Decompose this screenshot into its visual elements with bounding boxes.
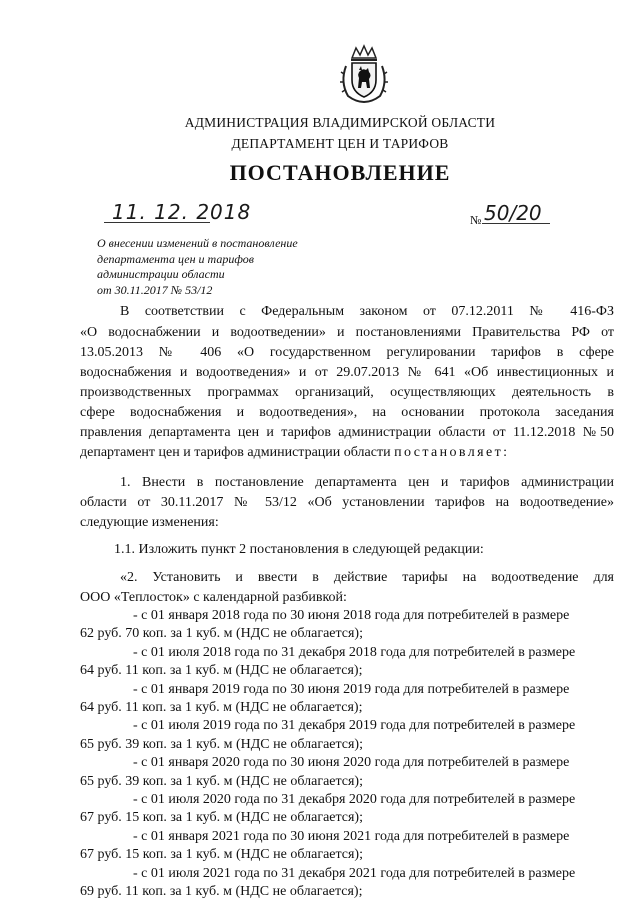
item-1-line: следующие изменения: [80, 515, 219, 530]
tariff-price: 62 руб. 70 коп. за 1 куб. м (НДС не облагается); [80, 626, 363, 642]
preamble-line: правления департамента цен и тарифов администрации области от 11.12.2018 №50 [80, 425, 614, 440]
tariff-period: - с 01 июля 2021 года по 31 декабря 2021 года для потребителей в размере [133, 865, 576, 881]
preamble-last: департамент цен и тарифов администрации области [80, 445, 391, 460]
preamble-line [80, 445, 509, 461]
date-underline [104, 222, 210, 223]
subject-line: администрации области [97, 267, 225, 281]
subject-line: департамента цен и тарифов [97, 251, 254, 266]
preamble-line: В соответствии с Федеральным законом от 07.12.2011 № 416-ФЗ [120, 304, 614, 319]
coat-of-arms-icon [338, 44, 390, 104]
item-1-line: 1. Внести в постановление департамента цен и тарифов администрации [120, 475, 614, 490]
item-1-line: области от 30.11.2017 № 53/12 «Об установлении тарифов на водоотведение» [80, 495, 614, 510]
quote-line: ООО «Теплосток» с календарной разбивкой: [80, 590, 347, 605]
organization-name: АДМИНИСТРАЦИЯ ВЛАДИМИРСКОЙ ОБЛАСТИ [184, 115, 496, 130]
tariff-period: - с 01 июля 2018 года по 31 декабря 2018 года для потребителей в размере [133, 644, 576, 660]
item-1-1: 1.1. Изложить пункт 2 постановления в следующей редакции: [114, 542, 484, 557]
document-title: ПОСТАНОВЛЕНИЕ [229, 160, 451, 185]
number-underline [482, 223, 550, 224]
tariff-price: 67 руб. 15 коп. за 1 куб. м (НДС не облагается); [80, 847, 363, 863]
preamble-line: водоснабжения и водоотведения» и от 29.07.2013 № 641 «Об инвестиционных и [80, 365, 614, 380]
number-label: № [470, 213, 482, 227]
preamble-line: производственных программах организаций, осуществляющих деятельность в [80, 385, 614, 400]
tariff-period: - с 01 июля 2019 года по 31 декабря 2019 года для потребителей в размере [133, 718, 576, 734]
tariff-price: 69 руб. 11 коп. за 1 куб. м (НДС не облагается); [80, 884, 363, 899]
subject-line: О внесении изменений в постановление [97, 236, 298, 250]
department-name: ДЕПАРТАМЕНТ ЦЕН И ТАРИФОВ [231, 136, 449, 151]
quote-line: «2. Установить и ввести в действие тарифы на водоотведение для [120, 570, 614, 585]
tariff-period: - с 01 июля 2020 года по 31 декабря 2020 года для потребителей в размере [133, 792, 576, 807]
preamble-line: сфере водоснабжения и водоотведения», на основании протокола заседания [80, 405, 614, 420]
document-date: 11. 12. 2018 [112, 200, 252, 224]
tariff-price: 64 руб. 11 коп. за 1 куб. м (НДС не облагается); [80, 663, 363, 679]
subject-line: от 30.11.2017 № 53/12 [97, 282, 213, 297]
document-subject [97, 236, 298, 298]
preamble-line: «О водоснабжении и водоотведении» и постановлениями Правительства РФ от [80, 325, 614, 340]
tariff-price: 67 руб. 15 коп. за 1 куб. м (НДС не облагается); [80, 810, 363, 826]
tariff-period: - с 01 января 2020 года по 30 июня 2020 года для потребителей в размере [133, 755, 570, 771]
preamble-verb: постановляет: [394, 445, 510, 460]
tariff-price: 64 руб. 11 коп. за 1 куб. м (НДС не облагается); [80, 700, 363, 715]
tariff-price: 65 руб. 39 коп. за 1 куб. м (НДС не облагается); [80, 736, 363, 752]
tariff-period: - с 01 января 2021 года по 30 июня 2021 года для потребителей в размере [133, 828, 570, 844]
tariff-price: 65 руб. 39 коп. за 1 куб. м (НДС не облагается); [80, 773, 363, 789]
document-number: 50/20 [484, 201, 542, 225]
tariff-period: - с 01 января 2018 года по 30 июня 2018 года для потребителей в размере [133, 608, 570, 623]
preamble-line: 13.05.2013 № 406 «О государственном регулировании тарифов в сфере [80, 345, 614, 360]
tariff-period: - с 01 января 2019 года по 30 июня 2019 года для потребителей в размере [133, 681, 570, 697]
